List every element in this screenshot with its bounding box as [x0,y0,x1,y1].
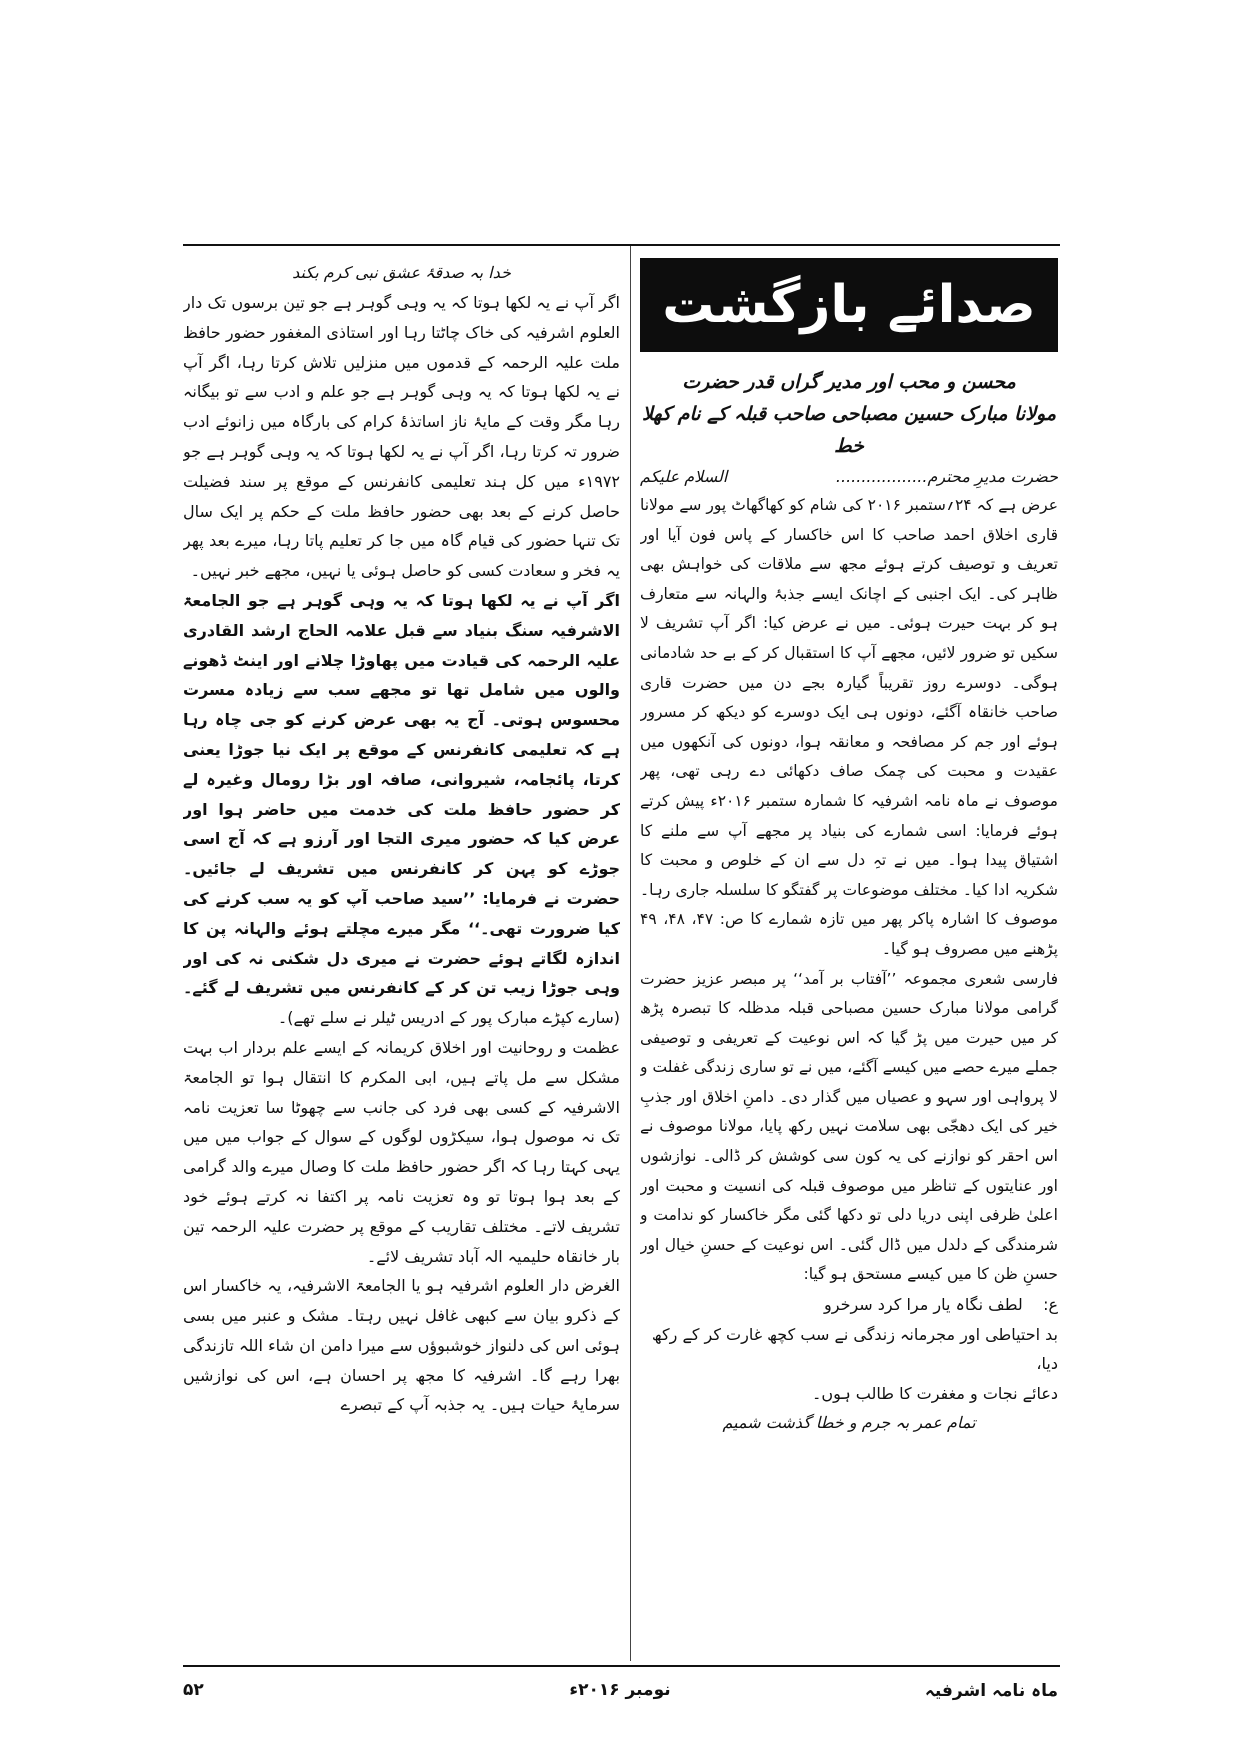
subheading-line-2: مولانا مبارک حسین مصباحی صاحب قبلہ کے نام کھلا خط [641,403,1057,457]
opening-verse: خدا بہ صدقۂ عشق نبی کرم بکند [292,263,511,282]
right-column [640,258,1058,1658]
closing-couplet [640,1290,1058,1320]
closing-block [640,1290,1058,1438]
left-column [183,258,620,1658]
top-rule [183,244,1060,246]
couplet-prefix: ع: [1043,1295,1058,1315]
bottom-rule [183,1665,1060,1667]
left-paragraph-2: عظمت و روحانیت اور اخلاق کریمانہ کے ایسے علم بردار اب بہت مشکل سے مل پاتے ہیں، ابی المکرم کا انتقال ہوا تو الجامعۃ الاشرفیہ کے کسی بھی فرد کی جانب سے چھوٹا سا تعزیت نامہ تک نہ موصول ہوا، سیکڑوں لوگوں کے سوال کے جواب میں میں یہی کہتا رہا کہ اگر حضور حافظ ملت کا وصال میرے والد گرامی کے بعد ہوا ہوتا تو وہ تعزیت نامہ پر اکتفا نہ کرتے ہوئے خود تشریف لاتے۔ مختلف تقاریب کے موقع پر حضرت علیہ الرحمہ تین بار خانقاہ حلیمیہ الہ آباد تشریف لائے۔ [183,1037,620,1266]
section-title-banner: صدائے بازگشت [640,258,1058,352]
closing-line-2: دعائے نجات و مغفرت کا طالب ہوں۔ [811,1383,1058,1403]
left-bold-text: اگر آپ نے یہ لکھا ہوتا کہ یہ وہی گوہر ہے جو الجامعۃ الاشرفیہ سنگ بنیاد سے قبل علامہ الحاج ارشد القادری علیہ الرحمہ کی قیادت میں پھاوڑا چلانے اور اینٹ ڈھونے والوں میں شامل تھا تو مجھے سب سے زیادہ مسرت محسوس ہوتی۔ آج یہ بھی عرض کرنے کو جی چاہ رہا ہے کہ تعلیمی کانفرنس کے موقع پر ایک نیا جوڑا یعنی کرتا، پائجامہ، شیروانی، صافہ اور بڑا رومال وغیرہ لے کر حضور حافظ ملت کی خدمت میں حاضر ہوا اور عرض کیا کہ حضور میری التجا اور آرزو ہے کہ آج اسی جوڑے کو پہن کر کانفرنس میں تشریف لے جائیں۔ حضرت نے فرمایا: ’’سید صاحب آپ کو یہ سب کرنے کی کیا ضرورت تھی۔‘‘ مگر میرے مچلتے ہوئے والہانہ پن کا اندازہ لگاتے ہوئے حضرت نے میری دل شکنی نہ کی اور وہی جوڑا زیب تن کر کے کانفرنس میں تشریف لے گئے۔ [183,590,620,998]
closing-line-1: بد احتیاطی اور مجرمانہ زندگی نے سب کچھ غارت کر کے رکھ دیا، [651,1324,1058,1374]
right-paragraph-2: فارسی شعری مجموعہ ’’آفتاب بر آمد‘‘ پر مبصر عزیز حضرت گرامی مولانا مبارک حسین مصباحی قبلہ مدظلہ کا تبصرہ پڑھ کر میں حیرت میں پڑ گیا کہ اس نوعیت کے تعریفی و توصیفی جملے میرے حصے میں کیسے آگئے، میں نے تو ساری زندگی غفلت و لا پرواہی اور سہو و عصیاں میں گذار دی۔ دامنِ اخلاق اور جذبِ خیر کی ایک دھجّی بھی سلامت نہیں رکھ پایا، مولانا موصوف نے اس احقر کو نوازنے کی یہ کون سی کوشش کر ڈالی۔ نوازشوں اور عنایتوں کے تناظر میں موصوف قبلہ کی انسیت و محبت اور اعلیٰ ظرفی اپنی دریا دلی تو دکھا گئی مگر خاکسار کو ندامت و شرمندگی کے دلدل میں ڈال گئی۔ اس نوعیت کے حسنِ خیال اور حسنِ ظن کا میں کیسے مستحق ہو گیا: [640,969,1058,1284]
subheading-line-1: محسن و محب اور مدیر گراں قدر حضرت [682,371,1016,393]
footer-issue-date: نومبر ۲۰۱۶ء [569,1680,671,1700]
left-bold-tail: (سارے کپڑے مبارک پور کے ادریس ٹیلر نے سلے تھے)۔ [277,1008,620,1028]
left-paragraph-1: اگر آپ نے یہ لکھا ہوتا کہ یہ وہی گوہر ہے جو تین برسوں تک دار العلوم اشرفیہ کی خاک چاٹتا رہا اور استاذی المغفور حضور حافظ ملت علیہ الرحمہ کے قدموں میں منزلیں تلاش کرتا رہا، اگر آپ نے یہ لکھا ہوتا کہ یہ وہی گوہر ہے جو علم و ادب سے تو بیگانہ رہا مگر وقت کے مایۂ ناز اساتذۂ کرام کی بارگاہ میں زانوئے ادب ضرور تہ کرتا رہا، اگر آپ نے یہ لکھا ہوتا کہ یہ وہی گوہر ہے جو ۱۹۷۲ء میں کل ہند تعلیمی کانفرنس کے موقع پر سند فضیلت حاصل کرنے کے بعد بھی حضور حافظ ملت کے حکم پر ایک سال تک تنہا حضور کی قیام گاہ میں جا کر تعلیم پاتا رہا، میرے بعد پھر یہ فخر و سعادت کسی کو حاصل ہوئی یا نہیں، مجھے خبر نہیں۔ [183,293,620,581]
left-bold-paragraph [183,586,620,1033]
right-paragraph-1: عرض ہے کہ ۲۴؍ستمبر ۲۰۱۶ کی شام کو کھاگھاٹ پور سے مولانا قاری اخلاق احمد صاحب کا اس خاکسار کے پاس فون آیا اور تعریف و توصیف کرتے ہوئے مجھ سے ملاقات کی خواہش بھی ظاہر کی۔ ایک اجنبی کے اچانک ایسے جذبۂ والہانہ سے متعارف ہو کر بہت حیرت ہوئی۔ میں نے عرض کیا: اگر آپ تشریف لا سکیں تو ضرور لائیں، مجھے آپ کا استقبال کر کے بے حد شادمانی ہوگی۔ دوسرے روز تقریباً گیارہ بجے دن میں حضرت قاری صاحب خانقاہ آگئے، دونوں ہی ایک دوسرے کو دیکھ کر مسرور ہوئے اور جم کر مصافحہ و معانقہ ہوا، دونوں کی آنکھوں میں عقیدت و محبت کی چمک صاف دکھائی دے رہی تھی، پھر موصوف نے ماہ نامہ اشرفیہ کا شمارہ ستمبر ۲۰۱۶ء پیش کرتے ہوئے فرمایا: اسی شمارے کی بنیاد پر مجھے آپ سے ملنے کا اشتیاق پیدا ہوا۔ میں نے تہِ دل سے ان کے خلوص و محبت کا شکریہ ادا کیا۔ مختلف موضوعات پر گفتگو کا سلسلہ جاری رہا۔ موصوف کا اشارہ پاکر پھر میں تازہ شمارے کا ص: ۴۷، ۴۸، ۴۹ پڑھنے میں مصروف ہو گیا۔ [640,496,1058,958]
left-paragraph-3: الغرض دار العلوم اشرفیہ ہو یا الجامعۃ الاشرفیہ، یہ خاکسار اس کے ذکرو بیان سے کبھی غافل نہیں رہتا۔ مشک و عنبر میں بسی ہوئی اس کی دلنواز خوشبوؤں سے میرا دامن ان شاء اللہ تازندگی بھرا رہے گا۔ اشرفیہ کا مجھ پر احسان ہے، اس کی نوازشیں سرمایۂ حیات ہیں۔ یہ جذبہ آپ کے تبصرے [183,1276,620,1415]
closing-verse: تمام عمر بہ جرم و خطا گذشت شمیم [722,1413,976,1433]
couplet-text: لطف نگاہ یار مرا کرد سرخرو [824,1295,1023,1315]
salutation-greeting: السلام علیکم [640,467,728,486]
salutation-addressee: حضرت مدیرِ محترم.................. [835,467,1058,486]
footer-page-number: ۵۲ [183,1680,204,1700]
footer-magazine-name: ماہ نامہ اشرفیہ [924,1681,1058,1701]
column-divider [630,246,631,1661]
salutation [640,462,1058,491]
